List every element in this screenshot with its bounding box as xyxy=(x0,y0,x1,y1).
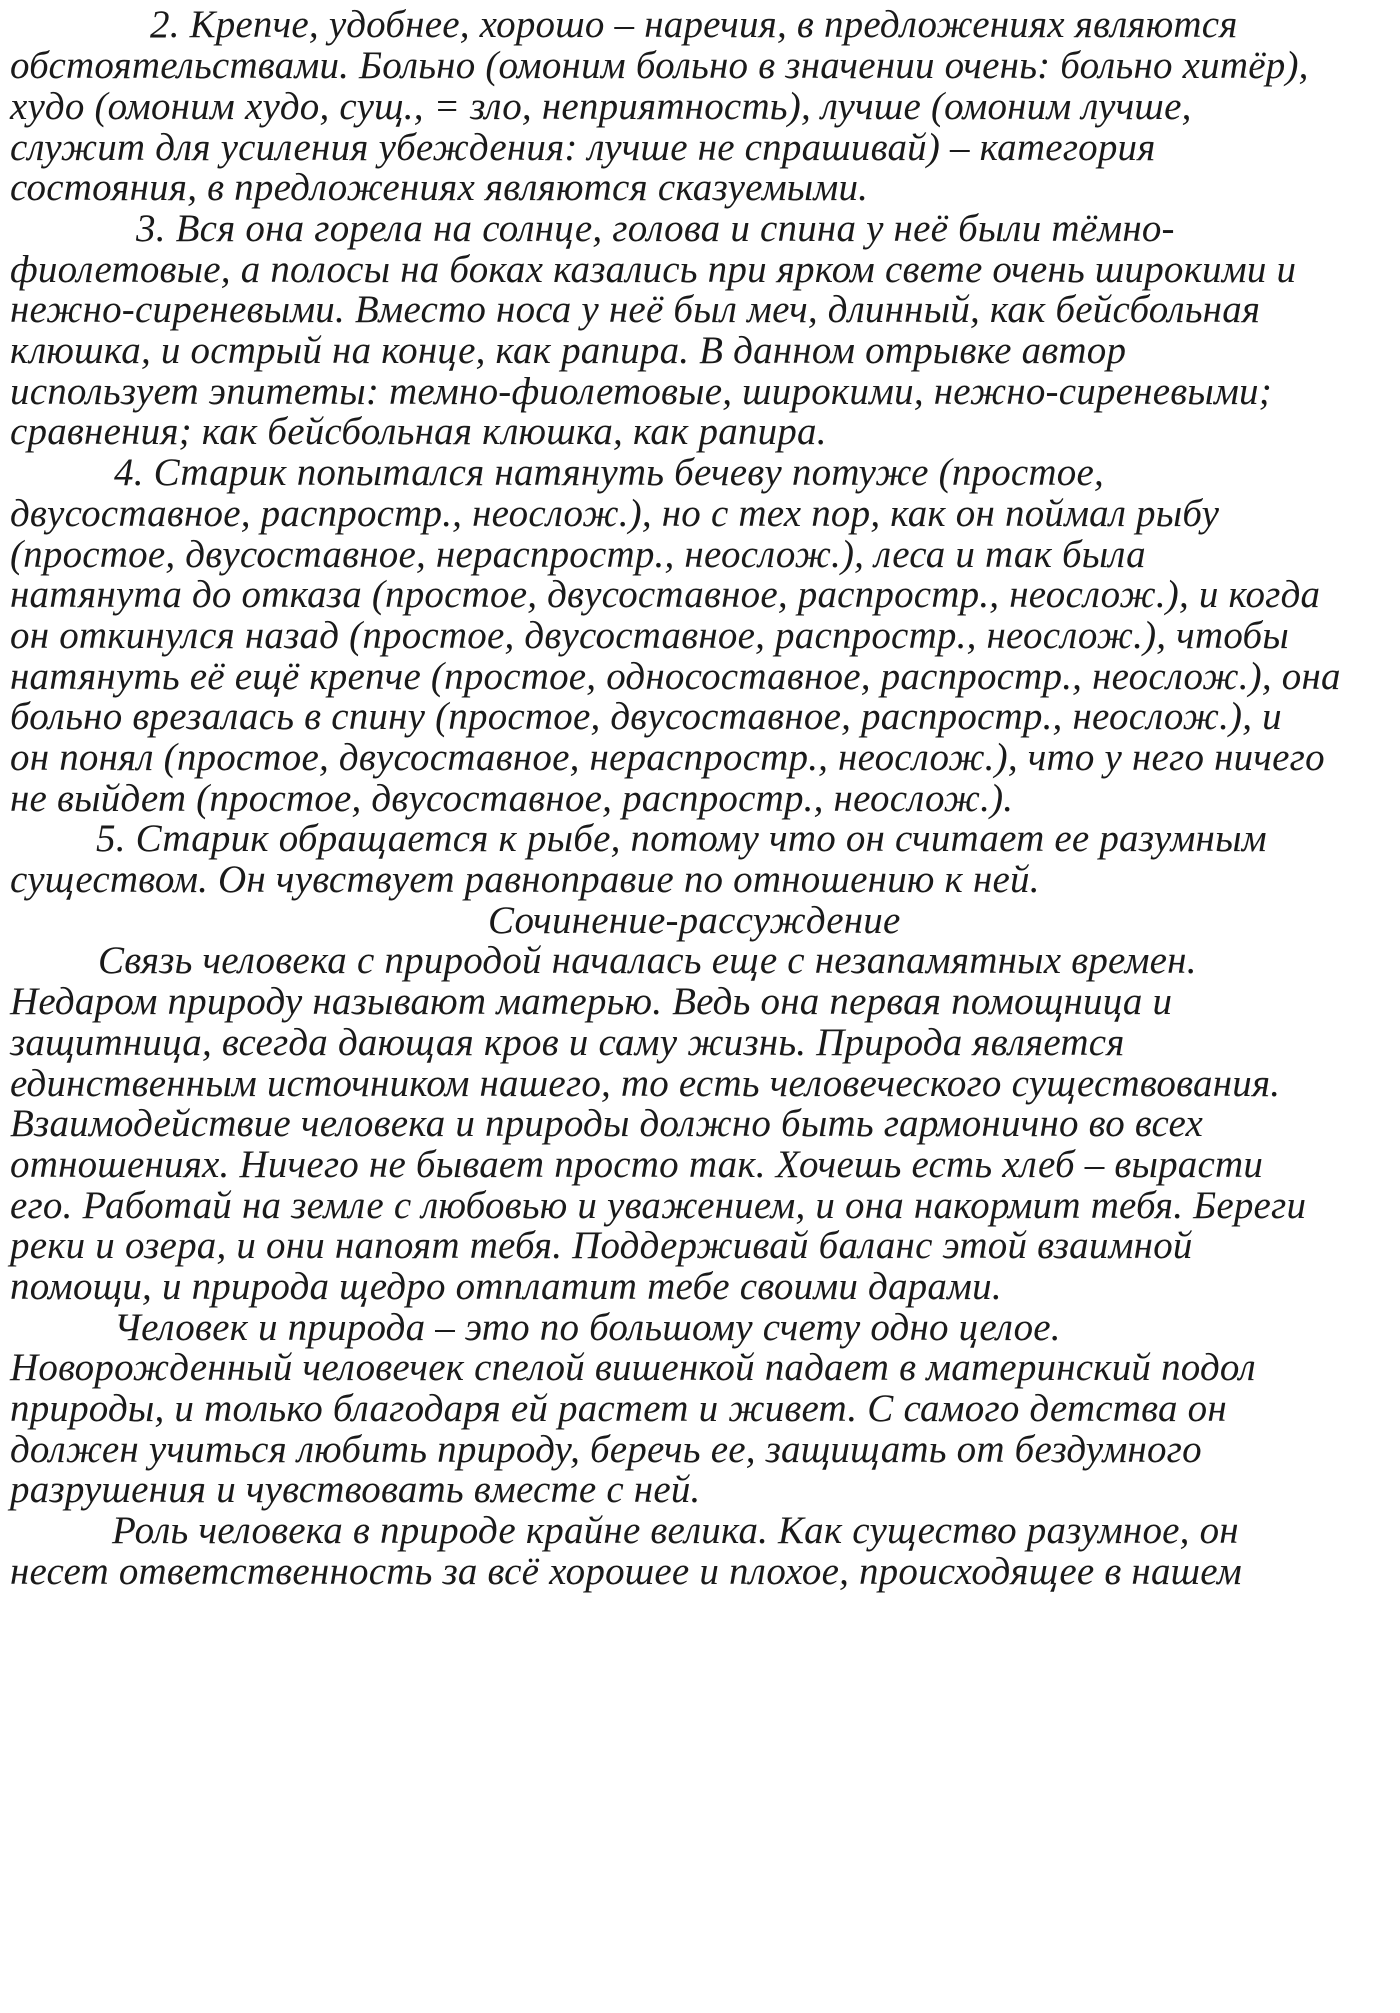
text-line: Новорожденный человечек спелой вишенкой падает в материнский подол xyxy=(10,1346,1256,1389)
section-heading: Сочинение-рассуждение xyxy=(488,899,901,942)
text-line: обстоятельствами. Больно (омоним больно в значении очень: больно хитёр), xyxy=(10,44,1309,87)
text-line: Роль человека в природе крайне велика. Как существо разумное, он xyxy=(112,1509,1239,1552)
text-line: Взаимодействие человека и природы должно быть гармонично во всех xyxy=(10,1102,1204,1145)
text-line: разрушения и чувствовать вместе с ней. xyxy=(10,1468,701,1511)
text-line: (простое, двусоставное, нераспростр., неослож.), леса и так была xyxy=(10,533,1146,576)
text-line: больно врезалась в спину (простое, двусоставное, распростр., неослож.), и xyxy=(10,695,1282,738)
text-line: использует эпитеты: темно-фиолетовые, широкими, нежно-сиреневыми; xyxy=(10,370,1272,413)
text-line: худо (омоним худо, сущ., = зло, неприятность), лучше (омоним лучше, xyxy=(10,85,1192,128)
text-line: состояния, в предложениях являются сказуемыми. xyxy=(10,166,869,209)
text-line: служит для усиления убеждения: лучше не спрашивай) – категория xyxy=(10,126,1156,169)
text-line: он понял (простое, двусоставное, нераспростр., неослож.), что у него ничего xyxy=(10,736,1325,779)
text-line: несет ответственность за всё хорошее и плохое, происходящее в нашем xyxy=(10,1550,1242,1593)
text-line: должен учиться любить природу, беречь ее, защищать от бездумного xyxy=(10,1428,1202,1471)
text-line: 5. Старик обращается к рыбе, потому что он считает ее разумным xyxy=(96,817,1267,860)
text-line: отношениях. Ничего не бывает просто так. Хочешь есть хлеб – вырасти xyxy=(10,1143,1264,1186)
text-line: 4. Старик попытался натянуть бечеву потуже (простое, xyxy=(114,451,1104,494)
text-line: помощи, и природа щедро отплатит тебе своими дарами. xyxy=(10,1265,1002,1308)
text-line: природы, и только благодаря ей растет и живет. С самого детства он xyxy=(10,1387,1227,1430)
text-line: существом. Он чувствует равноправие по отношению к ней. xyxy=(10,858,1040,901)
text-line: фиолетовые, а полосы на боках казались при ярком свете очень широкими и xyxy=(10,248,1297,291)
text-line: не выйдет (простое, двусоставное, распростр., неослож.). xyxy=(10,777,1014,820)
text-line: натянуть её ещё крепче (простое, односоставное, распростр., неослож.), она xyxy=(10,655,1341,698)
text-line: 2. Крепче, удобнее, хорошо – наречия, в предложениях являются xyxy=(150,3,1238,46)
text-line: клюшка, и острый на конце, как рапира. В данном отрывке автор xyxy=(10,329,1127,372)
text-line: 3. Вся она горела на солнце, голова и спина у неё были тёмно- xyxy=(136,207,1175,250)
text-line: его. Работай на земле с любовью и уважением, и она накормит тебя. Береги xyxy=(10,1184,1307,1227)
text-line: двусоставное, распростр., неослож.), но с тех пор, как он поймал рыбу xyxy=(10,492,1220,535)
text-line: Недаром природу называют матерью. Ведь она первая помощница и xyxy=(10,980,1173,1023)
text-line: реки и озера, и они напоят тебя. Поддерживай баланс этой взаимной xyxy=(10,1224,1193,1267)
text-line: единственным источником нашего, то есть человеческого существования. xyxy=(10,1062,1281,1105)
text-line: защитница, всегда дающая кров и саму жизнь. Природа является xyxy=(10,1021,1125,1064)
text-line: нежно-сиреневыми. Вместо носа у неё был меч, длинный, как бейсбольная xyxy=(10,288,1261,331)
text-line: Связь человека с природой началась еще с незапамятных времен. xyxy=(98,939,1197,982)
text-line: сравнения; как бейсбольная клюшка, как рапира. xyxy=(10,410,827,453)
text-line: он откинулся назад (простое, двусоставное, распростр., неослож.), чтобы xyxy=(10,614,1289,657)
text-line: натянута до отказа (простое, двусоставное, распростр., неослож.), и когда xyxy=(10,573,1321,616)
text-line: Человек и природа – это по большому счету одно целое. xyxy=(114,1306,1061,1349)
